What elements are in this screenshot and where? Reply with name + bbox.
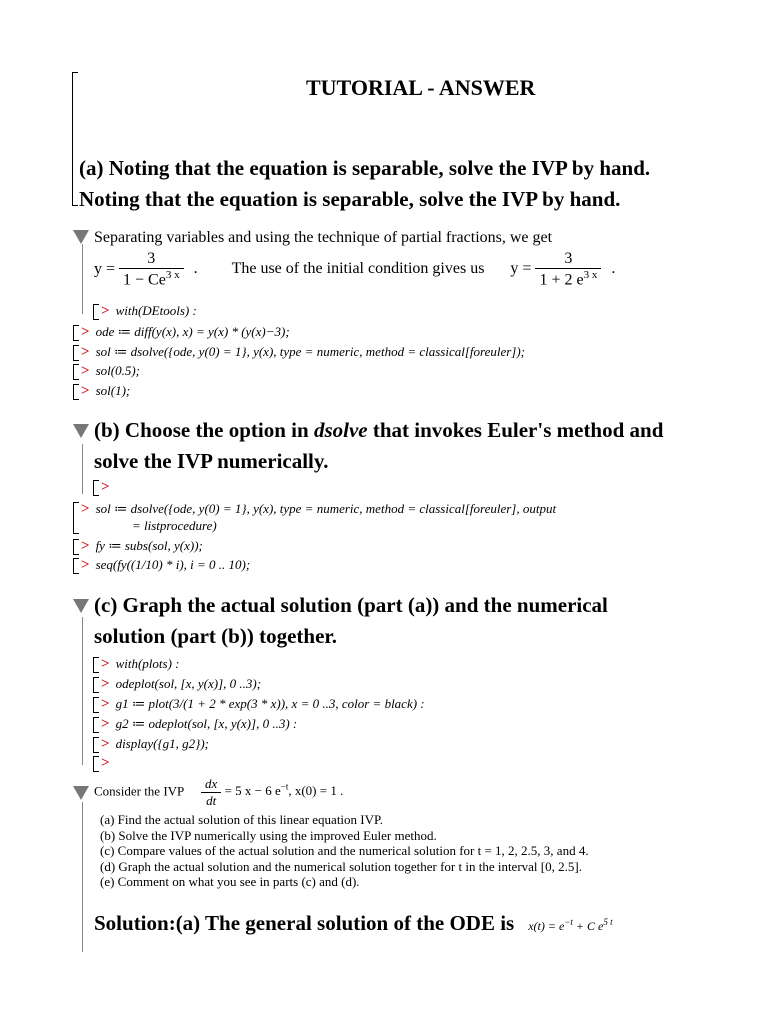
list-item: (c) Compare values of the actual solution and the numerical solution for t = 1, 2, 2.5, 3, and 4. <box>100 843 589 858</box>
part-c-heading-line2: solution (part (b)) together. <box>94 624 338 648</box>
derivative-fraction <box>201 776 221 809</box>
exec-group-bracket <box>73 539 79 555</box>
ivp-task-list <box>100 812 589 890</box>
exec-group-bracket <box>93 737 99 753</box>
solution-heading-row <box>94 908 613 939</box>
part-b-heading-line1: (b) Choose the option in dsolve that invokes Euler's method and <box>94 418 664 442</box>
code-line[interactable]: > sol(0.5); <box>81 363 140 379</box>
prompt-icon: > <box>81 344 90 360</box>
collapse-triangle-icon[interactable] <box>73 230 89 244</box>
group-line-ivp <box>82 802 83 952</box>
exec-group-bracket <box>73 325 79 341</box>
exec-group-bracket <box>73 364 79 380</box>
prompt-icon: > <box>101 479 110 495</box>
code-line[interactable]: > display({g1, g2}); <box>101 736 209 752</box>
prompt-icon: > <box>101 656 110 672</box>
prompt-icon: > <box>81 383 90 399</box>
dot-1: . <box>193 260 198 278</box>
y-equals: y = <box>94 260 116 278</box>
part-a-intro: Separating variables and using the technique of partial fractions, we get <box>94 229 553 246</box>
exec-group-bracket <box>93 756 99 772</box>
derivative-numerator: dx <box>201 776 221 793</box>
list-item: (a) Find the actual solution of this linear equation IVP. <box>100 812 384 827</box>
prompt-icon: > <box>81 557 90 573</box>
code-line[interactable]: > with(plots) : <box>101 656 180 672</box>
prompt-icon: > <box>101 676 110 692</box>
part-b-heading-line2: solve the IVP numerically. <box>94 449 329 473</box>
part-a-heading-line1: (a) Noting that the equation is separable, solve the IVP by hand. <box>79 156 651 180</box>
collapse-triangle-icon[interactable] <box>73 599 89 613</box>
prompt-icon: > <box>101 696 110 712</box>
collapse-triangle-icon[interactable] <box>73 424 89 438</box>
code-line-continuation[interactable]: = listprocedure) <box>132 518 217 533</box>
code-line[interactable]: > seq(fy((1/10) * i), i = 0 .. 10); <box>81 557 251 573</box>
section-bracket-title <box>72 72 78 206</box>
code-line[interactable]: > odeplot(sol, [x, y(x)], 0 ..3); <box>101 676 262 692</box>
prompt-icon: > <box>81 538 90 554</box>
prompt-icon: > <box>101 716 110 732</box>
part-c-heading <box>94 590 608 652</box>
exec-group-bracket <box>73 558 79 574</box>
group-line-b <box>82 444 83 494</box>
code-line[interactable]: > with(DEtools) : <box>101 303 197 319</box>
code-line[interactable]: > g1 ≔ plot(3/(1 + 2 * exp(3 * x)), x = 0 ..3, color = black) : <box>101 696 425 712</box>
code-line[interactable]: > fy ≔ subs(sol, y(x)); <box>81 538 203 554</box>
collapse-triangle-icon[interactable] <box>73 786 89 800</box>
exec-group-bracket <box>93 304 99 320</box>
initial-condition-text: The use of the initial condition gives us <box>231 260 485 278</box>
exec-group-bracket <box>73 384 79 400</box>
prompt-icon: > <box>81 324 90 340</box>
fraction-1 <box>119 250 184 289</box>
exec-group-bracket <box>93 697 99 713</box>
group-line-c <box>82 617 83 765</box>
code-line[interactable]: > sol(1); <box>81 383 131 399</box>
prompt-icon: > <box>81 363 90 379</box>
list-item: (b) Solve the IVP numerically using the improved Euler method. <box>100 827 437 843</box>
exec-group-bracket <box>73 345 79 361</box>
list-item: (e) Comment on what you see in parts (c) and (d). <box>100 874 360 889</box>
part-a-heading <box>79 153 650 215</box>
y-equals-2: y = <box>510 260 532 278</box>
code-line[interactable]: > sol ≔ dsolve({ode, y(0) = 1}, y(x), type = numeric, method = classical[foreuler], output <box>81 501 557 517</box>
prompt-icon: > <box>101 303 110 319</box>
ivp-rhs: = 5 x − 6 $e^{-t}$, x(0) = 1 . <box>224 782 344 799</box>
exec-group-bracket <box>93 480 99 496</box>
part-b-heading <box>94 415 663 477</box>
exec-group-bracket <box>93 677 99 693</box>
exec-group-bracket <box>93 657 99 673</box>
page-title: TUTORIAL - ANSWER <box>306 75 536 100</box>
code-line[interactable]: > g2 ≔ odeplot(sol, [x, y(x)], 0 ..3) : <box>101 716 298 732</box>
solution-formula: $x(t) = e^{-t} + C$ $e^{5 t}$ <box>528 917 613 933</box>
empty-prompt[interactable] <box>101 755 116 772</box>
prompt-icon: > <box>101 736 110 752</box>
derivative-denominator: dt <box>206 793 217 808</box>
code-line[interactable]: > sol ≔ dsolve({ode, y(0) = 1}, y(x), type = numeric, method = classical[foreuler]); <box>81 344 526 360</box>
exec-group-bracket <box>93 717 99 733</box>
prompt-icon: > <box>101 755 110 771</box>
solution-heading: Solution:(a) The general solution of the ODE is <box>94 911 515 935</box>
group-line-a <box>82 244 83 314</box>
exec-group-bracket <box>73 502 79 534</box>
prompt-icon: > <box>81 501 90 517</box>
list-item: (d) Graph the actual solution and the numerical solution together for t in the interval [0, 2.5]. <box>100 858 582 874</box>
part-a-heading-line2: Noting that the equation is separable, solve the IVP by hand. <box>79 187 621 211</box>
code-line[interactable]: > ode ≔ diff(y(x), x) = y(x) * (y(x)−3); <box>81 324 290 340</box>
ivp-intro: Consider the IVP <box>94 783 184 799</box>
part-c-heading-line1: (c) Graph the actual solution (part (a)) and the numerical <box>94 593 608 617</box>
fraction-2 <box>535 250 601 289</box>
ivp-statement <box>94 776 343 809</box>
dot-2: . <box>611 260 616 278</box>
empty-prompt[interactable] <box>101 479 116 496</box>
fraction-1-denominator: $1 - Ce^{3 x}$ <box>123 269 180 289</box>
fraction-2-numerator: 3 <box>535 250 601 269</box>
formula-row <box>94 250 615 289</box>
fraction-1-numerator: 3 <box>119 250 184 269</box>
fraction-2-denominator: 1 + 2 $e^{3 x}$ <box>539 269 598 289</box>
